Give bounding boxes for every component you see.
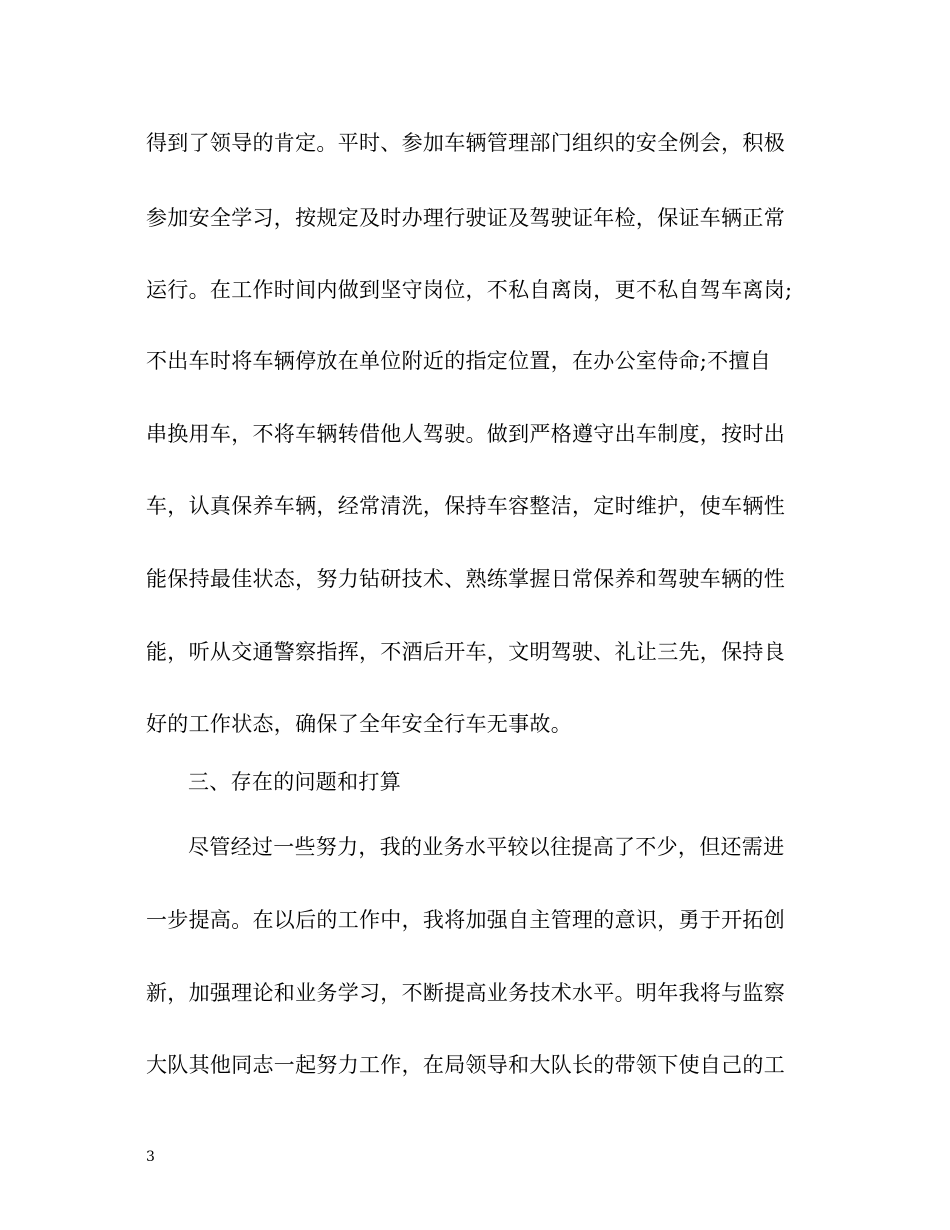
body-line: 一步提高。在以后的工作中，我将加强自主管理的意识，勇于开拓创 <box>146 908 785 932</box>
body-line: 好的工作状态，确保了全年安全行车无事故。 <box>146 712 572 736</box>
body-line: 能，听从交通警察指挥，不酒后开车，文明驾驶、礼让三先，保持良 <box>146 640 785 664</box>
body-line: 能保持最佳状态，努力钻研技术、熟练掌握日常保养和驾驶车辆的性 <box>146 567 785 591</box>
page-number: 3 <box>146 1149 155 1165</box>
body-line: 运行。在工作时间内做到坚守岗位，不私自离岗，更不私自驾车离岗; <box>146 278 793 302</box>
body-line: 参加安全学习，按规定及时办理行驶证及驾驶证年检，保证车辆正常 <box>146 206 785 230</box>
body-line: 车，认真保养车辆，经常清洗，保持车容整洁，定时维护，使车辆性 <box>146 494 785 518</box>
body-line: 得到了领导的肯定。平时、参加车辆管理部门组织的安全例会，积极 <box>146 131 785 155</box>
section-heading: 三、存在的问题和打算 <box>188 770 401 794</box>
body-line: 尽管经过一些努力，我的业务水平较以往提高了不少，但还需进 <box>188 835 785 859</box>
body-line: 串换用车，不将车辆转借他人驾驶。做到严格遵守出车制度，按时出 <box>146 422 785 446</box>
body-line: 大队其他同志一起努力工作，在局领导和大队长的带领下使自己的工 <box>146 1053 785 1077</box>
body-line: 新，加强理论和业务学习，不断提高业务技术水平。明年我将与监察 <box>146 981 785 1005</box>
body-line: 不出车时将车辆停放在单位附近的指定位置，在办公室侍命;不擅自 <box>146 349 772 373</box>
